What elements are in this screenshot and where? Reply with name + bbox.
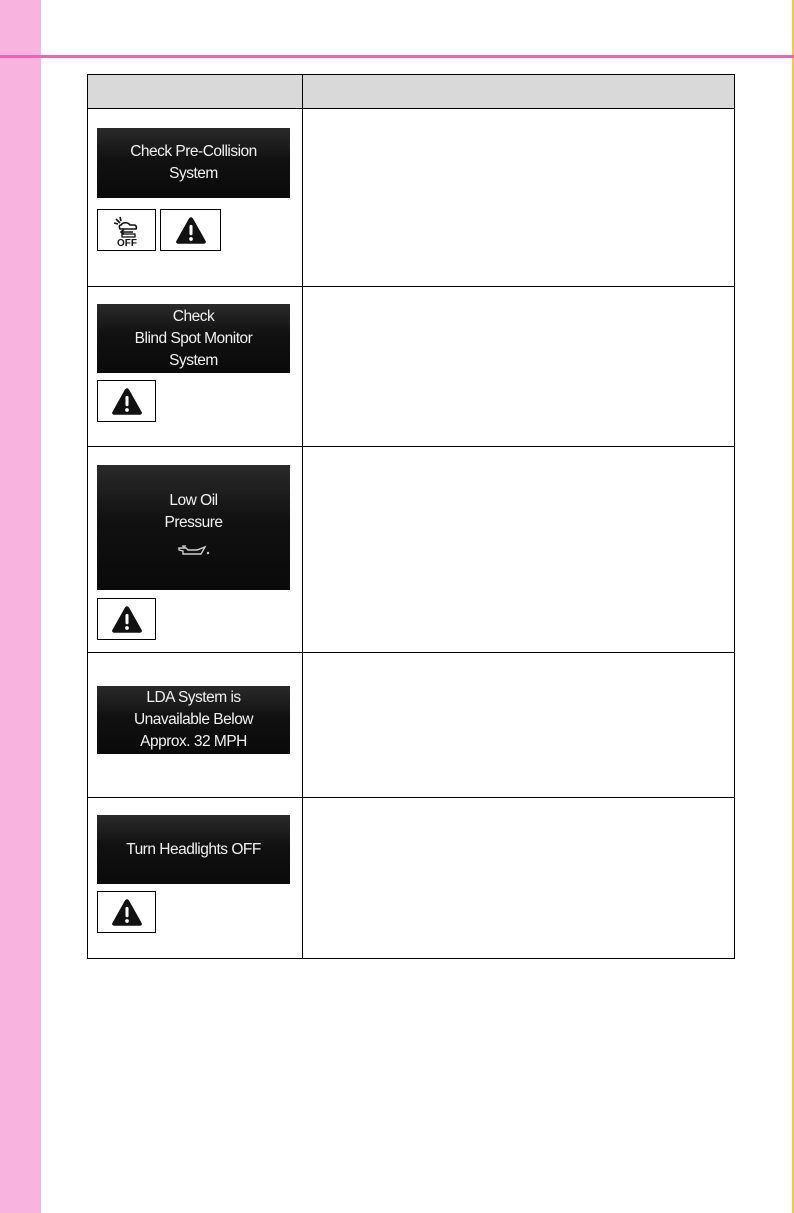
message-cell [88, 447, 303, 653]
message-display [97, 686, 290, 754]
display-line: Check [172, 307, 215, 325]
table-row [88, 653, 735, 798]
header-rule [0, 55, 794, 58]
message-display [97, 128, 290, 198]
display-line: Low Oil [169, 492, 218, 509]
description-cell [303, 447, 735, 653]
message-display [97, 465, 290, 590]
message-cell [88, 109, 303, 287]
display-line: Approx. 32 MPH [140, 733, 247, 750]
description-cell [303, 109, 735, 287]
display-line: Unavailable Below [133, 711, 254, 728]
description-cell [303, 287, 735, 447]
side-tab-strip [0, 0, 41, 1213]
table-row [88, 447, 735, 653]
header-cell-details [303, 75, 735, 109]
warning-message-table [87, 74, 735, 959]
master-warning-icon [97, 891, 156, 933]
header-cell-message [88, 75, 303, 109]
message-cell [88, 798, 303, 959]
table-row [88, 287, 735, 447]
svg-text:OFF: OFF [116, 238, 137, 248]
display-line: System [169, 351, 218, 369]
table-header-row [88, 75, 735, 109]
master-warning-icon [97, 598, 156, 640]
pre-collision-off-icon [97, 209, 156, 251]
description-cell [303, 653, 735, 798]
oil-can-icon [97, 542, 290, 565]
display-line: Check Pre-Collision [130, 143, 257, 160]
display-line: Blind Spot Monitor [134, 329, 253, 347]
display-line: System [169, 165, 218, 182]
master-warning-icon [97, 380, 156, 422]
display-line: Pressure [164, 514, 223, 531]
message-display [97, 304, 290, 373]
message-cell [88, 287, 303, 447]
display-line: LDA System is [146, 689, 241, 706]
message-cell [88, 653, 303, 798]
description-cell [303, 798, 735, 959]
table-row [88, 798, 735, 959]
table-row [88, 109, 735, 287]
master-warning-icon [160, 209, 221, 251]
message-display [97, 815, 290, 884]
display-line: Turn Headlights OFF [126, 840, 261, 858]
